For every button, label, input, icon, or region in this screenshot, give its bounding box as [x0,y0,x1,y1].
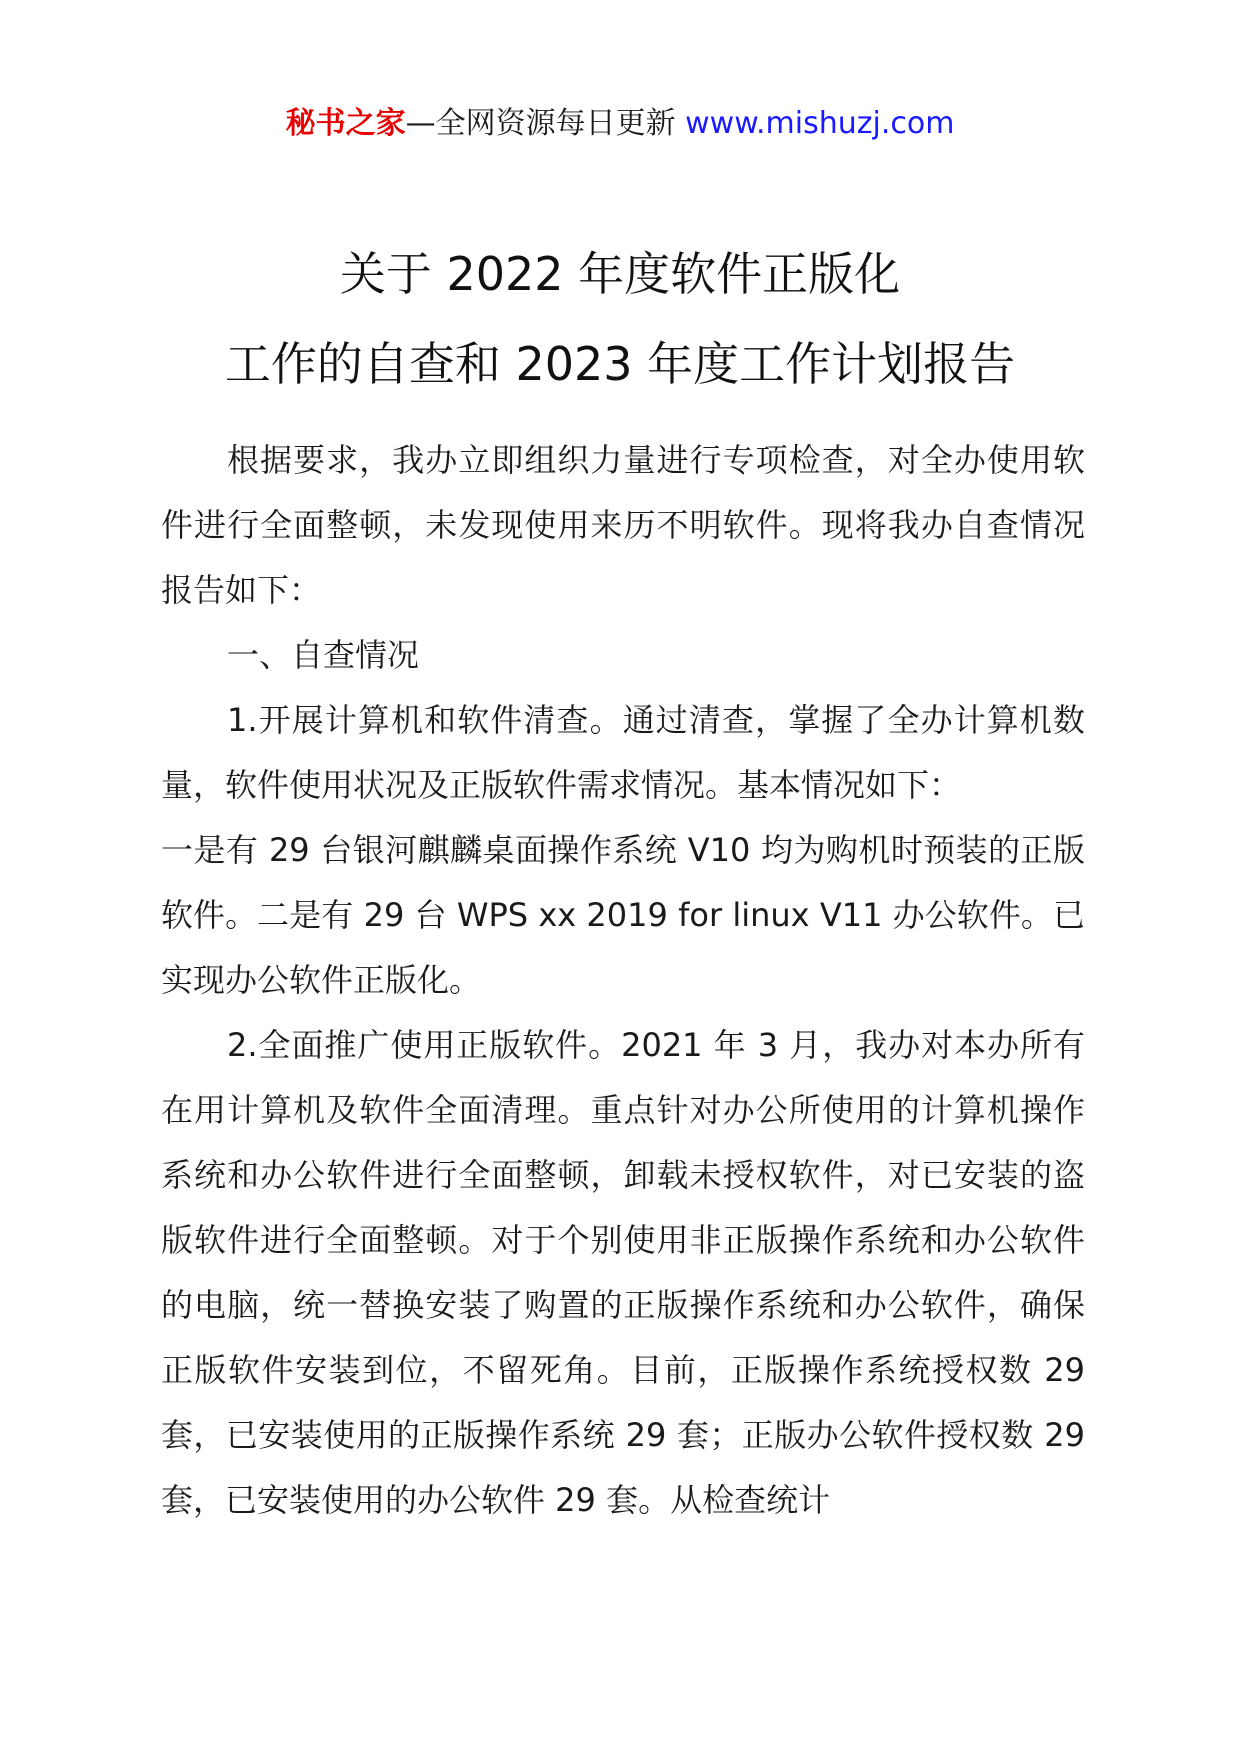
item-1-paragraph: 1.开展计算机和软件清查。通过清查，掌握了全办计算机数量，软件使用状况及正版软件需求情况。基本情况如下： [161,701,1085,804]
software-count-paragraph: 一是有 29 台银河麒麟桌面操作系统 V10 均为购机时预装的正版软件。二是有 29 台 WPS xx 2019 for linux V11 办公软件。已实现办公软件正版化。 [161,831,1085,999]
item-2-paragraph: 2.全面推广使用正版软件。2021 年 3 月，我办对本办所有在用计算机及软件全面清理。重点针对办公所使用的计算机操作系统和办公软件进行全面整顿，卸载未授权软件，对已安装的盗版软件进行全面整顿。对于个别使用非正版操作系统和办公软件的电脑，统一替换安装了购置的正版操作系统和办公软件，确保正版软件安装到位，不留死角。目前，正版操作系统授权数 29 套，已安装使用的正版操作系统 29 套；正版办公软件授权数 29 套，已安装使用的办公软件 29 套。从检查统计 [161,1026,1085,1519]
document-title-line-2: 工作的自查和 2023 年度工作计划报告 [224,337,1016,391]
document-title-line-1: 关于 2022 年度软件正版化 [339,247,901,301]
section-heading-self-check: 一、自查情况 [227,636,420,674]
header-slogan: —全网资源每日更新 [405,106,686,141]
site-url-link[interactable]: www.mishuzj.com [685,106,955,141]
document-body [161,428,1085,1533]
site-header [0,102,1240,146]
intro-paragraph: 根据要求，我办立即组织力量进行专项检查，对全办使用软件进行全面整顿，未发现使用来历不明软件。现将我办自查情况报告如下： [161,441,1085,609]
brand-name: 秘书之家 [285,106,406,141]
